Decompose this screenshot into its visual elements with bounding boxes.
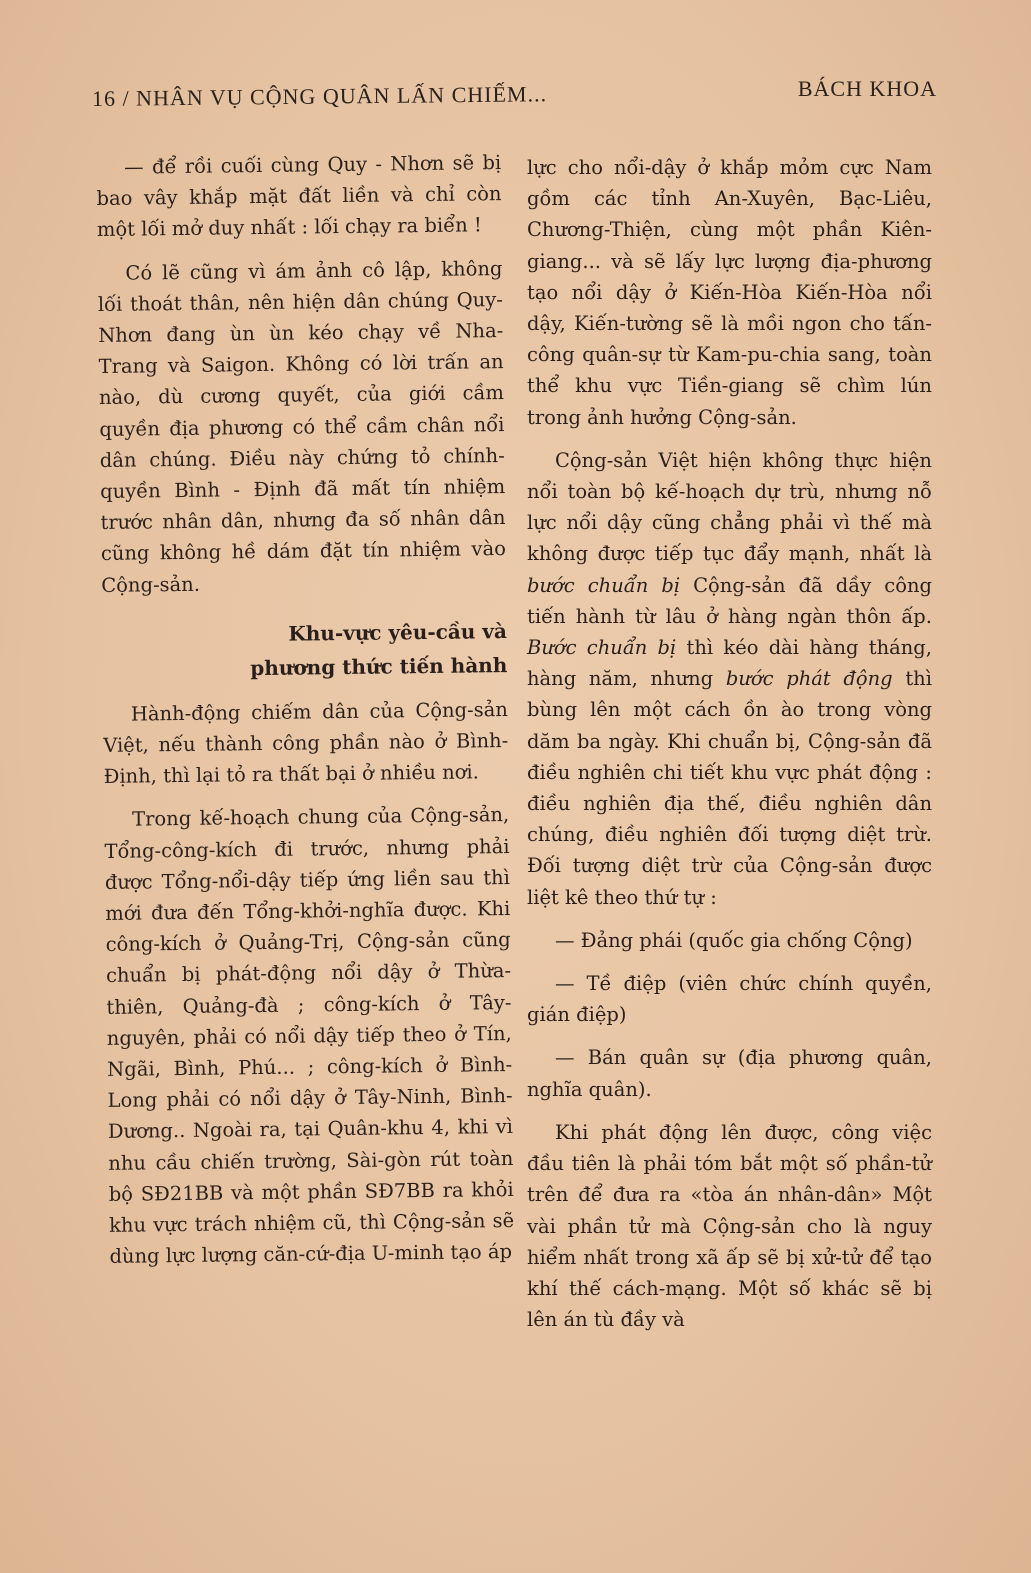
text-run: Cộng-sản Việt hiện không thực hiện nổi toàn bộ kế-hoạch dự trù, nhưng nỗ lực nổi dậy cũng chẳng phải vì thế mà không được tiếp tục đẩy mạnh, nhất là	[527, 448, 932, 566]
text-run: Cộng-sản đã dầy công tiến hành từ lâu ở hàng ngàn thôn ấp.	[527, 573, 932, 628]
heading-line: Khu-vực yêu-cầu và	[288, 618, 508, 646]
list-item: — Bán quân sự (địa phương quân, nghĩa quân).	[527, 1046, 932, 1101]
italic-term: bước chuẩn bị	[527, 573, 681, 597]
text-run: thì bùng lên một cách ồn ào trong vòng dăm ba ngày. Khi chuẩn bị, Cộng-sản đã điều nghiên chi tiết khu vực phát động : điều nghiên địa thế, điều nghiên dân chúng, điều nghiên đối tượng diệt trừ. Đối tượng diệt trừ của Cộng-sản được liệt kê theo thứ tự :	[527, 667, 932, 909]
heading-line: phương thức tiến hành	[250, 652, 508, 680]
paragraph: Có lẽ cũng vì ám ảnh cô lập, không lối thoát thân, nên hiện dân chúng Quy-Nhơn đang ùn ùn kéo chạy về Nha-Trang và Saigon. Không có lời trấn an nào, dù cương quyết, của giới cầm quyền địa phương có thể cầm chân nổi dân chúng. Điều này chứng tỏ chính-quyền Bình - Định đã mất tín nhiệm trước nhân dân, nhưng đa số nhân dân cũng không hề dám đặt tín nhiệm vào Cộng-sản.	[97, 256, 507, 597]
left-column	[96, 147, 515, 1284]
paragraph: lực cho nổi-dậy ở khắp mỏm cực Nam gồm các tỉnh An-Xuyên, Bạc-Liêu, Chương-Thiện, cùng một phần Kiên-giang... và sẽ lấy lực lượng địa-phương tạo nổi dậy ở Kiến-Hòa Kiến-Hòa nổi dậy, Kiến-tường sẽ là mồi ngon cho tấn-công quân-sự từ Kam-pu-chia sang, toàn thể khu vực Tiền-giang sẽ chìm lún trong ảnh hưởng Cộng-sản.	[527, 156, 932, 429]
paragraph: Khi phát động lên được, công việc đầu tiên là phải tóm bắt một số phần-tử trên để đưa ra «tòa án nhân-dân» Một vài phần tử mà Cộng-sản cho là nguy hiểm nhất trong xã ấp sẽ bị xử-tử để tạo khí thế cách-mạng. Một số khác sẽ bị lên án tù đầy và	[527, 1120, 932, 1332]
list-item: — Tề điệp (viên chức chính quyền, gián điệp)	[527, 972, 932, 1027]
italic-term: Bước chuẩn bị	[527, 636, 677, 660]
paragraph: Hành-động chiếm dân của Cộng-sản Việt, nếu thành công phần nào ở Bình-Định, thì lại tỏ ra thất bại ở nhiều nơi.	[103, 697, 509, 789]
paragraph: — để rồi cuối cùng Quy - Nhơn sẽ bị bao vây khắp mặt đất liền và chỉ còn một lối mở duy nhất : lối chạy ra biển !	[96, 151, 502, 242]
paragraph: Trong kế-hoạch chung của Cộng-sản, Tổng-công-kích đi trước, nhưng phải được Tổng-nổi-dậy tiếp ứng liền sau thì mới đưa đến Tổng-khởi-nghĩa được. Khi công-kích ở Quảng-Trị, Cộng-sản cũng chuẩn bị phát-động nổi dậy ở Thừa-thiên, Quảng-đà ; công-kích ở Tây-nguyên, phải có nổi dậy tiếp theo ở Tín, Ngãi, Bình, Phú... ; công-kích ở Bình-Long phải có nổi dậy ở Tây-Ninh, Bình-Dương.. Ngoài ra, tại Quân-khu 4, khi vì nhu cầu chiến trường, Sài-gòn rút toàn bộ SĐ21BB và một phần SĐ7BB ra khỏi khu vực trách nhiệm cũ, thì Cộng-sản sẽ dùng lực lượng căn-cứ-địa U-minh tạo áp	[104, 803, 515, 1269]
paragraph	[527, 445, 932, 913]
section-heading	[102, 614, 508, 687]
italic-term: bước phát động	[725, 667, 893, 691]
list-item: — Đảng phái (quốc gia chống Cộng)	[555, 928, 913, 952]
magazine-name: BÁCH KHOA	[797, 76, 937, 101]
text-run: thì kéo dài hàng tháng, hàng năm, nhưng	[527, 636, 932, 691]
running-title: 16 / NHÂN VỤ CỘNG QUÂN LẤN CHIẾM...	[91, 81, 548, 111]
right-column	[527, 152, 932, 1347]
page-header	[92, 76, 937, 116]
